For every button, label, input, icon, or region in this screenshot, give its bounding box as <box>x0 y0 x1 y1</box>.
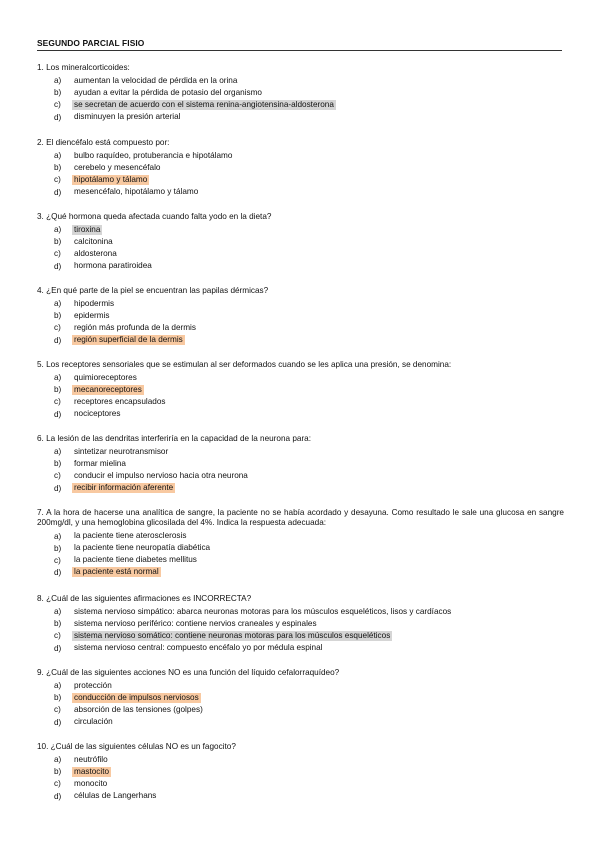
answer-option <box>37 606 564 618</box>
answer-option <box>37 298 564 310</box>
option-text: mesencéfalo, hipotálamo y tálamo <box>74 187 199 197</box>
option-letter: c) <box>54 705 61 715</box>
answer-option <box>37 530 564 542</box>
question-6 <box>37 434 564 494</box>
option-letter: d) <box>54 112 62 122</box>
option-letter: c) <box>54 249 61 259</box>
option-text: sistema nervioso periférico: contiene nervios craneales y espinales <box>74 618 317 628</box>
answer-option <box>37 236 564 248</box>
option-text: nociceptores <box>74 409 121 419</box>
answer-option <box>37 680 564 692</box>
highlighted-option-text: región superficial de la dermis <box>74 335 183 345</box>
option-text: circulación <box>74 717 113 727</box>
option-text: conducir el impulso nervioso hacia otra neurona <box>74 470 248 480</box>
answer-option <box>37 566 564 578</box>
answer-option <box>37 470 564 482</box>
option-text: disminuyen la presión arterial <box>74 112 181 122</box>
question-text: 6. La lesión de las dendritas interferiría en la capacidad de la neurona para: <box>37 434 312 443</box>
question-7 <box>37 508 564 578</box>
option-letter: d) <box>54 717 62 727</box>
answer-option <box>37 384 564 396</box>
highlighted-option-text: sistema nervioso somático: contiene neuronas motoras para los músculos esqueléticos <box>74 630 391 640</box>
option-letter: b) <box>54 88 62 98</box>
option-letter: a) <box>54 447 62 457</box>
highlighted-option-text: tiroxina <box>74 224 101 234</box>
answer-option <box>37 630 564 642</box>
highlighted-option-text: se secretan de acuerdo con el sistema renina-angiotensina-aldosterona <box>74 99 334 109</box>
answer-option <box>37 778 564 790</box>
question-1 <box>37 63 564 123</box>
option-text: formar mielina <box>74 458 126 468</box>
answer-option <box>37 542 564 554</box>
option-letter: d) <box>54 335 62 345</box>
option-letter: c) <box>54 175 61 185</box>
option-text: quimioreceptores <box>74 372 137 382</box>
option-text: cerebelo y mesencéfalo <box>74 162 161 172</box>
option-letter: a) <box>54 681 62 691</box>
option-letter: a) <box>54 531 62 541</box>
option-letter: a) <box>54 373 62 383</box>
answer-option <box>37 482 564 494</box>
option-text: epidermis <box>74 310 110 320</box>
answer-option <box>37 111 564 123</box>
question-text: 2. El diencéfalo está compuesto por: <box>37 138 170 147</box>
answer-option <box>37 174 564 186</box>
answer-option <box>37 334 564 346</box>
option-letter: b) <box>54 767 62 777</box>
option-letter: b) <box>54 237 62 247</box>
option-text: receptores encapsulados <box>74 396 166 406</box>
question-8 <box>37 594 564 654</box>
answer-option <box>37 322 564 334</box>
option-text: región más profunda de la dermis <box>74 322 196 332</box>
answer-option <box>37 310 564 322</box>
option-text: hormona paratiroidea <box>74 261 152 271</box>
page-header: SEGUNDO PARCIAL FISIO <box>37 38 562 51</box>
question-text: 10. ¿Cuál de las siguientes células NO es un fagocito? <box>37 742 236 751</box>
question-text: 5. Los receptores sensoriales que se estimulan al ser deformados cuando se les aplica una presión, se denomina: <box>37 360 452 369</box>
option-letter: c) <box>54 555 61 565</box>
question-4 <box>37 286 564 346</box>
answer-option <box>37 248 564 260</box>
highlighted-option-text: mecanoreceptores <box>74 384 142 394</box>
option-letter: d) <box>54 643 62 653</box>
highlighted-option-text: conducción de impulsos nerviosos <box>74 692 199 702</box>
option-letter: d) <box>54 187 62 197</box>
question-text: 3. ¿Qué hormona queda afectada cuando falta yodo en la dieta? <box>37 212 272 221</box>
option-text: la paciente tiene diabetes mellitus <box>74 555 197 565</box>
option-text: aldosterona <box>74 248 117 258</box>
option-text: sistema nervioso simpático: abarca neuronas motoras para los músculos esqueléticos, lisos y cardíacos <box>74 606 452 616</box>
option-letter: b) <box>54 619 62 629</box>
option-text: neutrófilo <box>74 754 108 764</box>
option-letter: a) <box>54 755 62 765</box>
option-letter: a) <box>54 607 62 617</box>
option-letter: b) <box>54 459 62 469</box>
answer-option <box>37 458 564 470</box>
answer-option <box>37 716 564 728</box>
option-letter: a) <box>54 76 62 86</box>
option-letter: c) <box>54 631 61 641</box>
answer-option <box>37 150 564 162</box>
option-letter: b) <box>54 693 62 703</box>
question-5 <box>37 360 564 420</box>
answer-option <box>37 87 564 99</box>
question-10 <box>37 742 564 802</box>
option-letter: a) <box>54 299 62 309</box>
question-text: 4. ¿En qué parte de la piel se encuentran las papilas dérmicas? <box>37 286 269 295</box>
answer-option <box>37 75 564 87</box>
option-letter: d) <box>54 261 62 271</box>
option-text: la paciente tiene aterosclerosis <box>74 531 187 541</box>
highlighted-option-text: recibir información aferente <box>74 483 174 493</box>
option-letter: b) <box>54 163 62 173</box>
option-text: células de Langerhans <box>74 791 157 801</box>
question-2 <box>37 138 564 198</box>
option-letter: c) <box>54 100 61 110</box>
option-letter: d) <box>54 791 62 801</box>
answer-option <box>37 396 564 408</box>
option-letter: c) <box>54 779 61 789</box>
answer-option <box>37 618 564 630</box>
option-text: hipodermis <box>74 298 115 308</box>
option-text: sintetizar neurotransmisor <box>74 446 169 456</box>
question-9 <box>37 668 564 728</box>
option-letter: b) <box>54 311 62 321</box>
answer-option <box>37 260 564 272</box>
option-letter: c) <box>54 323 61 333</box>
option-letter: b) <box>54 543 62 553</box>
option-text: calcitonina <box>74 236 113 246</box>
question-text: 9. ¿Cuál de las siguientes acciones NO es una función del líquido cefalorraquídeo? <box>37 668 340 677</box>
question-text: 8. ¿Cuál de las siguientes afirmaciones es INCORRECTA? <box>37 594 252 603</box>
answer-option <box>37 408 564 420</box>
option-text: monocito <box>74 778 108 788</box>
highlighted-option-text: la paciente está normal <box>74 567 159 577</box>
option-text: protección <box>74 680 112 690</box>
answer-option <box>37 754 564 766</box>
answer-option <box>37 692 564 704</box>
option-letter: c) <box>54 471 61 481</box>
answer-option <box>37 704 564 716</box>
answer-option <box>37 446 564 458</box>
option-text: absorción de las tensiones (golpes) <box>74 704 203 714</box>
option-text: sistema nervioso central: compuesto encéfalo yo por médula espinal <box>74 643 323 653</box>
question-text: 1. Los mineralcorticoides: <box>37 63 130 72</box>
question-text: 7. A la hora de hacerse una analítica de sangre, la paciente no se había acordado y desayuna. Como resultado le sale una glucosa en sangre 200mg/dl, y una hemoglobina glicosilada del 4%. Indica la respuesta adecuada: <box>37 508 564 528</box>
highlighted-option-text: hipotálamo y tálamo <box>74 174 148 184</box>
answer-option <box>37 224 564 236</box>
answer-option <box>37 642 564 654</box>
option-text: aumentan la velocidad de pérdida en la orina <box>74 75 238 85</box>
option-letter: a) <box>54 225 62 235</box>
option-letter: b) <box>54 385 62 395</box>
answer-option <box>37 99 564 111</box>
option-text: bulbo raquídeo, protuberancia e hipotálamo <box>74 150 233 160</box>
highlighted-option-text: mastocito <box>74 766 110 776</box>
answer-option <box>37 186 564 198</box>
answer-option <box>37 162 564 174</box>
option-letter: d) <box>54 483 62 493</box>
option-letter: c) <box>54 397 61 407</box>
answer-option <box>37 554 564 566</box>
answer-option <box>37 790 564 802</box>
option-letter: a) <box>54 151 62 161</box>
answer-option <box>37 766 564 778</box>
question-3 <box>37 212 564 272</box>
option-text: la paciente tiene neuropatía diabética <box>74 543 211 553</box>
option-letter: d) <box>54 409 62 419</box>
option-text: ayudan a evitar la pérdida de potasio del organismo <box>74 87 262 97</box>
answer-option <box>37 372 564 384</box>
option-letter: d) <box>54 567 62 577</box>
